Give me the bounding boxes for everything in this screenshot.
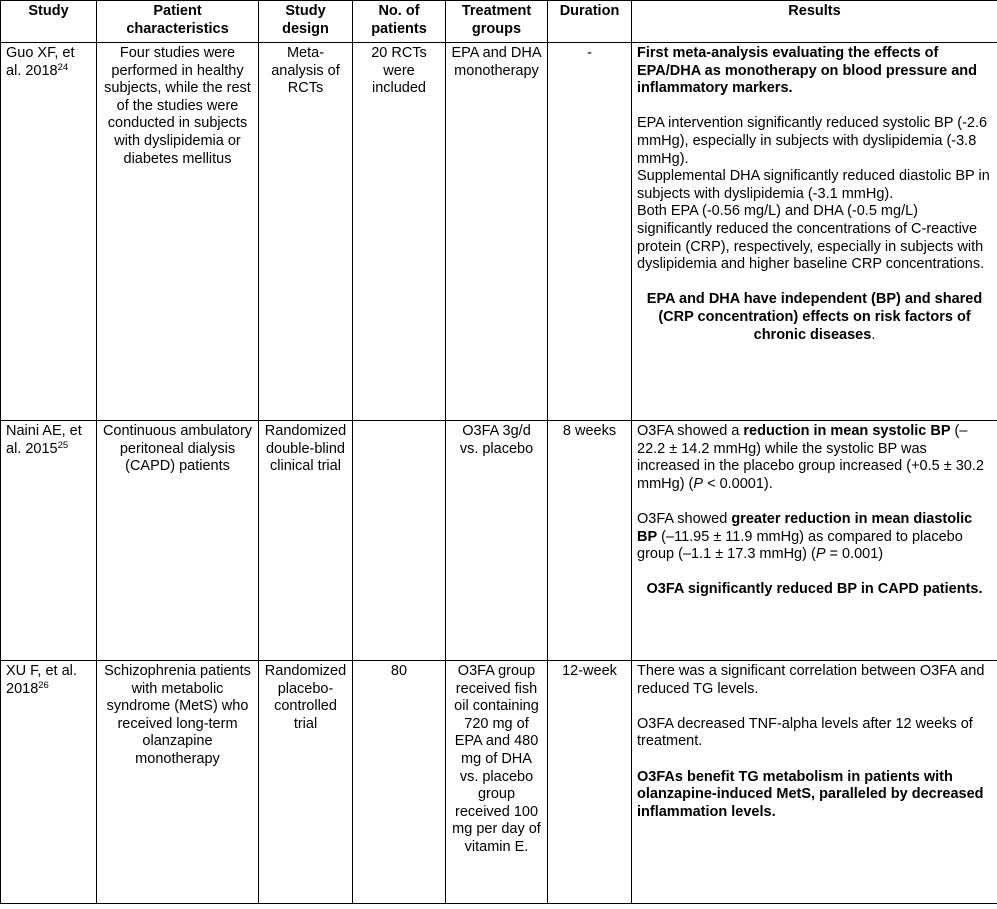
table-row xyxy=(1,421,997,661)
header-duration: Duration xyxy=(548,1,632,43)
cell-duration: 12-week xyxy=(548,661,632,904)
reference-number: 25 xyxy=(57,439,69,451)
header-patient-characteristics: Patient characteristics xyxy=(97,1,259,43)
cell-treatment-groups: O3FA group received fish oil containing 720 mg of EPA and 480 mg of DHA vs. placebo group received 100 mg per day of vitamin E. xyxy=(446,661,548,904)
header-results: Results xyxy=(632,1,997,43)
cell-no-of-patients: 20 RCTs were included xyxy=(353,43,446,421)
results-headline: First meta-analysis evaluating the effects of EPA/DHA as monotherapy on blood pressure and inflammatory markers. xyxy=(637,45,977,97)
results-text: O3FA showed greater reduction in mean diastolic BP (–11.95 ± 11.9 mmHg) as compared to placebo group (–1.1 ± 17.3 mmHg) (P = 0.001) xyxy=(637,510,973,563)
cell-results xyxy=(632,421,997,661)
results-text: Supplemental DHA significantly reduced diastolic BP in subjects with dyslipidemia (-3.1 mmHg). xyxy=(637,168,990,202)
cell-study-design: Randomized double-blind clinical trial xyxy=(259,421,353,661)
cell-study-design: Meta-analysis of RCTs xyxy=(259,43,353,421)
cell-treatment-groups: EPA and DHA monotherapy xyxy=(446,43,548,421)
cell-results xyxy=(632,661,997,904)
results-conclusion: O3FAs benefit TG metabolism in patients with olanzapine-induced MetS, paralleled by decreased inflammation levels. xyxy=(637,768,984,820)
table-row xyxy=(1,43,997,421)
reference-number: 24 xyxy=(57,61,69,73)
cell-patient-characteristics: Continuous ambulatory peritoneal dialysis (CAPD) patients xyxy=(97,421,259,661)
study-name: XU F, et al. 2018 xyxy=(6,663,77,697)
results-conclusion: O3FA significantly reduced BP in CAPD patients. xyxy=(646,581,983,598)
cell-study xyxy=(1,661,97,904)
results-text: EPA intervention significantly reduced systolic BP (-2.6 mmHg), especially in subjects with dyslipidemia (-3.8 mmHg). xyxy=(637,115,988,167)
cell-duration: - xyxy=(548,43,632,421)
results-text: Both EPA (-0.56 mg/L) and DHA (-0.5 mg/L) significantly reduced the concentrations of C-reactive protein (CRP), respectively, especially in subjects with dyslipidemia and higher baseline CRP concentrations. xyxy=(637,203,985,273)
reference-number: 26 xyxy=(38,679,49,691)
cell-study-design: Randomized placebo-controlled trial xyxy=(259,661,353,904)
study-name: Naini AE, et al. 2015 xyxy=(6,423,82,457)
header-treatment-groups: Treatment groups xyxy=(446,1,548,43)
cell-patient-characteristics: Schizophrenia patients with metabolic syndrome (MetS) who received long-term olanzapine monotherapy xyxy=(97,661,259,904)
cell-no-of-patients xyxy=(353,421,446,661)
header-study: Study xyxy=(1,1,97,43)
cell-no-of-patients: 80 xyxy=(353,661,446,904)
results-conclusion: EPA and DHA have independent (BP) and shared (CRP concentration) effects on risk factors of chronic diseases xyxy=(646,291,983,343)
header-study-design: Study design xyxy=(259,1,353,43)
results-text: O3FA showed a reduction in mean systolic BP (–22.2 ± 14.2 mmHg) while the systolic BP was increased in the placebo group increased (+0.5 ± 30.2 mmHg) (P < 0.0001). xyxy=(637,423,984,492)
cell-treatment-groups: O3FA 3g/d vs. placebo xyxy=(446,421,548,661)
cell-study xyxy=(1,43,97,421)
results-conclusion-end: . xyxy=(871,326,876,343)
cell-results xyxy=(632,43,997,421)
header-no-of-patients: No. of patients xyxy=(353,1,446,43)
results-text: There was a significant correlation between O3FA and reduced TG levels. xyxy=(637,663,985,697)
header-row xyxy=(1,1,997,43)
cell-study xyxy=(1,421,97,661)
table-row xyxy=(1,661,997,904)
cell-patient-characteristics: Four studies were performed in healthy subjects, while the rest of the studies were conducted in subjects with dyslipidemia or diabetes mellitus xyxy=(97,43,259,421)
cell-duration: 8 weeks xyxy=(548,421,632,661)
study-name: Guo XF, et al. 2018 xyxy=(6,45,75,79)
results-text: O3FA decreased TNF-alpha levels after 12 weeks of treatment. xyxy=(637,715,973,750)
